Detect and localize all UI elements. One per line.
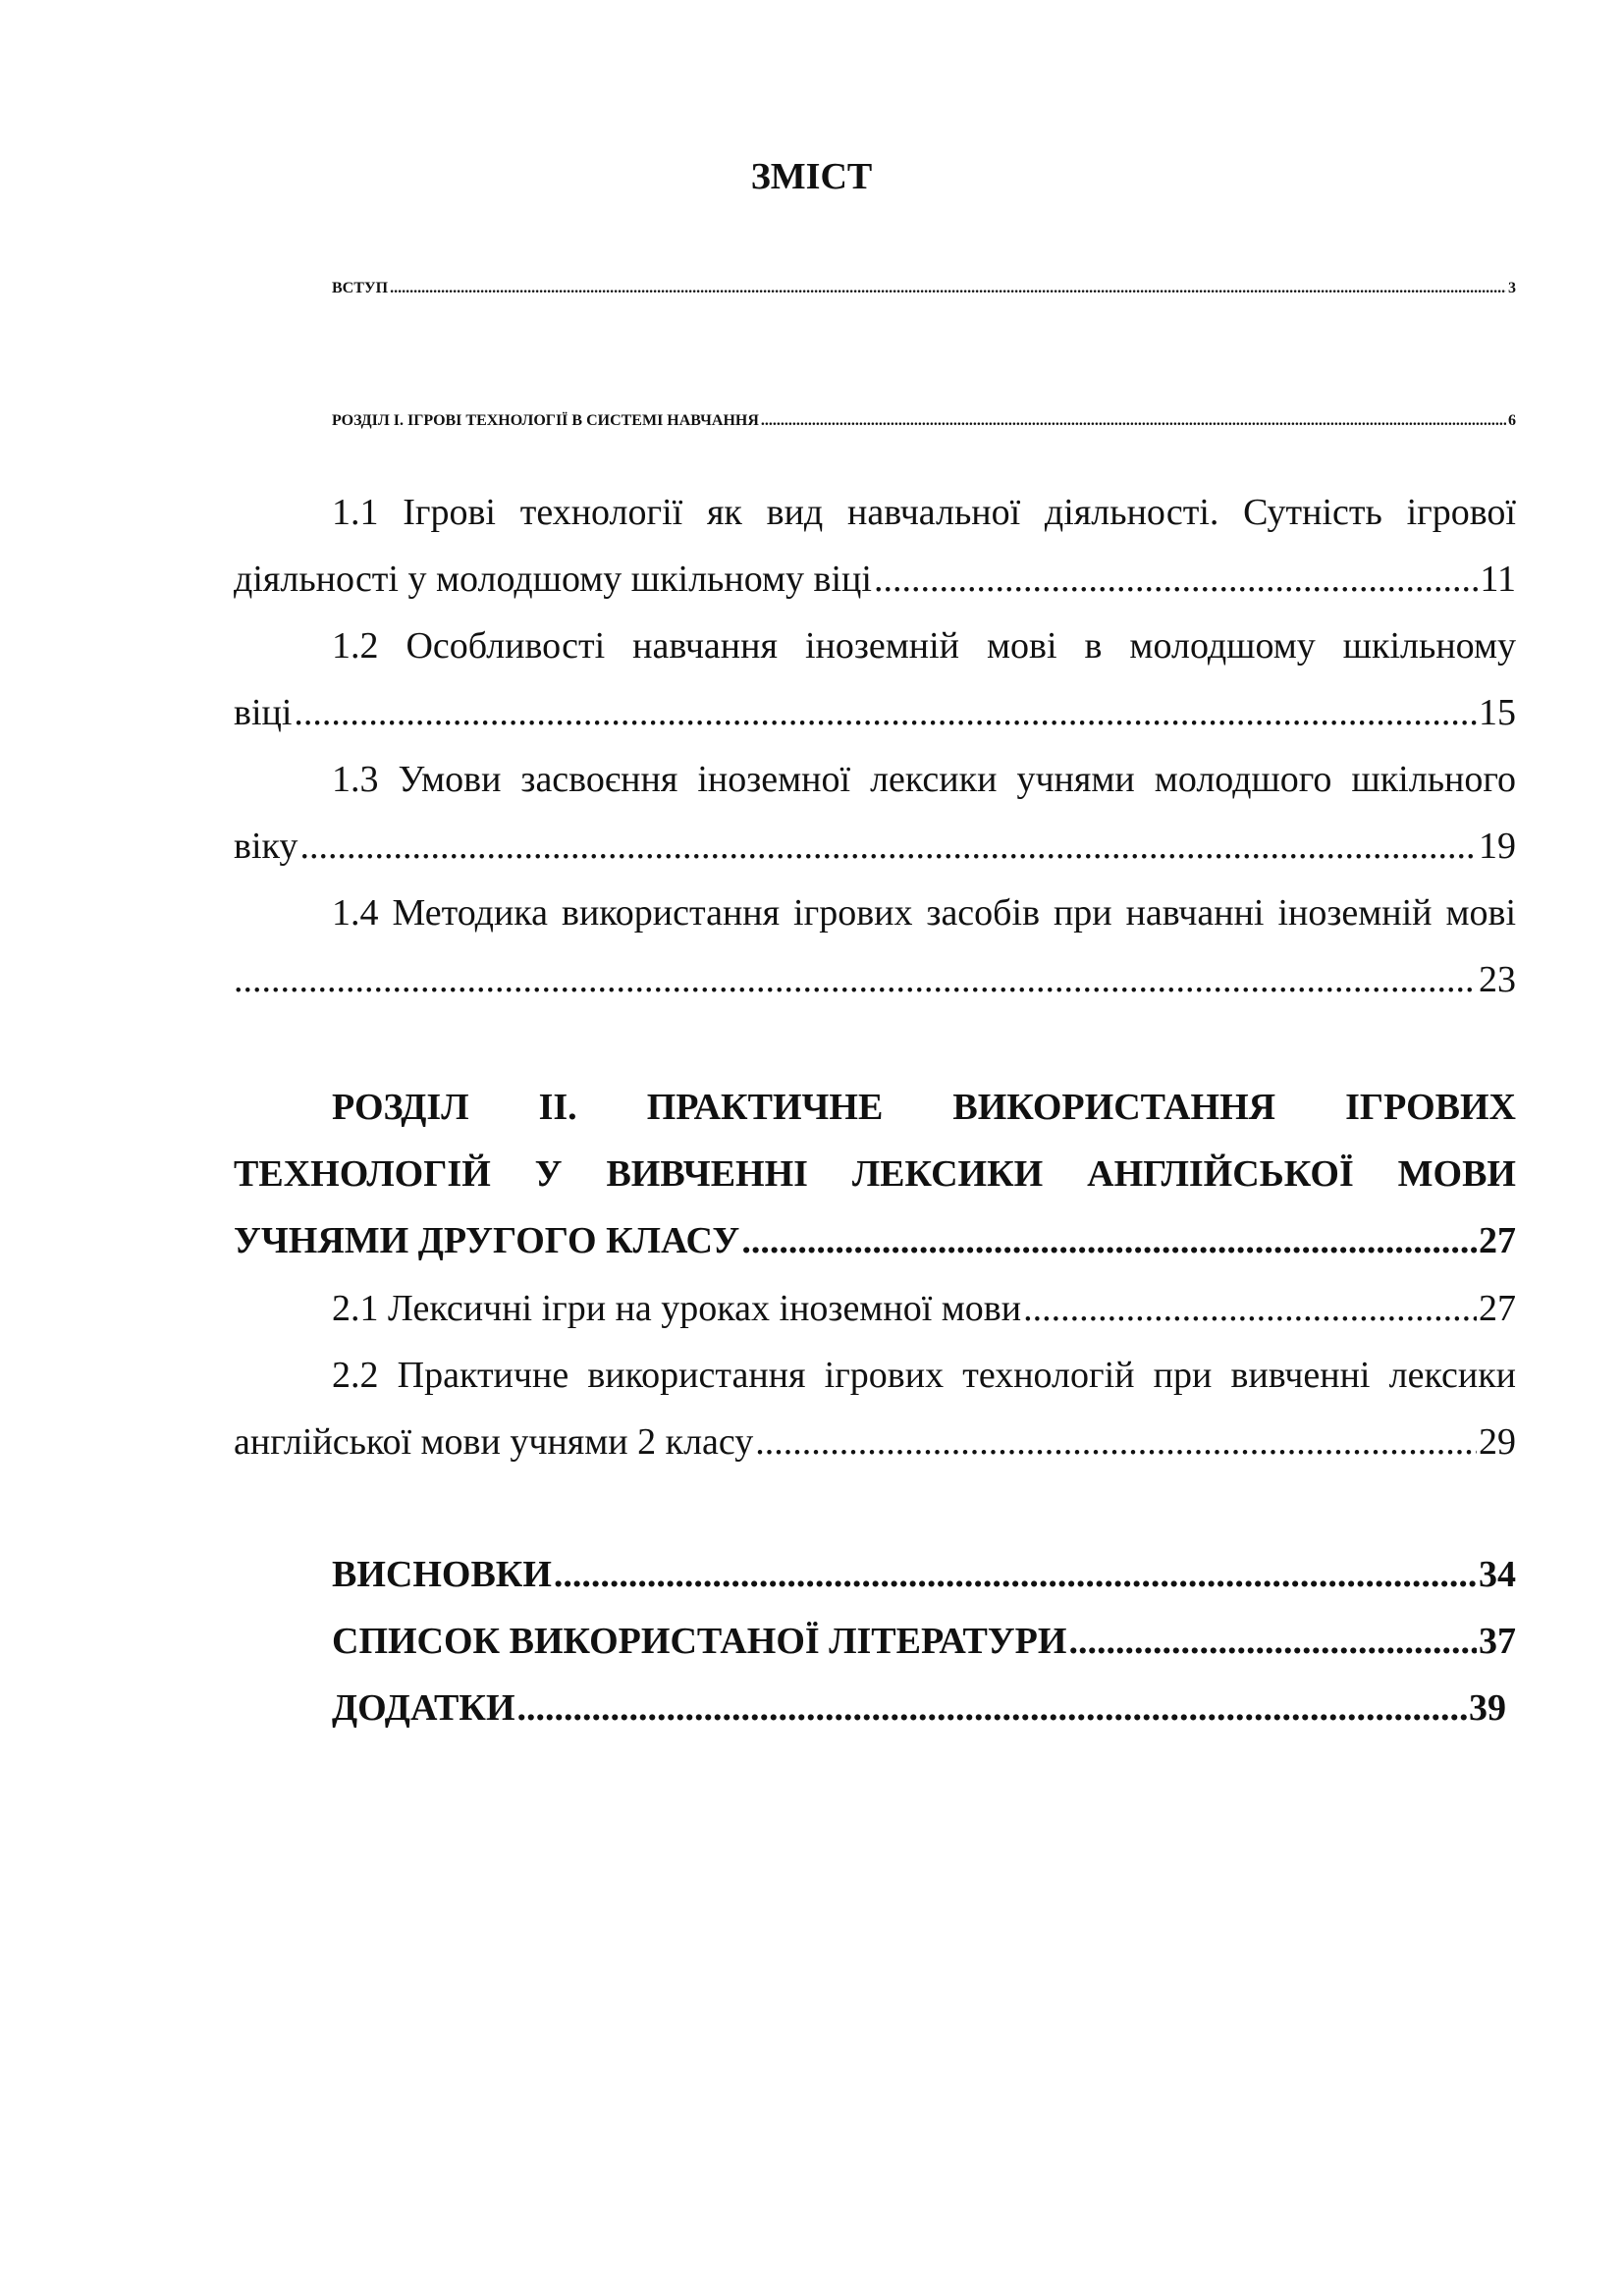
dot-leader (874, 546, 1478, 613)
toc-entry-line (234, 813, 1516, 880)
toc-entry-page: 23 (1479, 959, 1516, 1000)
dot-leader (299, 813, 1477, 880)
toc-entry-line: 1.1 Ігрові технології як вид навчальної діяльності. Сутність ігрової (332, 492, 1516, 533)
toc-entry-line: 1.4 Методика використання ігрових засобів при навчанні іноземній мові (332, 892, 1516, 934)
toc-entry-intro (332, 280, 1516, 297)
toc-entry-line: РОЗДІЛ ІІ. ПРАКТИЧНЕ ВИКОРИСТАННЯ ІГРОВИХ (332, 1087, 1516, 1128)
toc-entry-line: ТЕХНОЛОГІЙ У ВИВЧЕННІ ЛЕКСИКИ АНГЛІЙСЬКОЇ МОВИ (234, 1153, 1516, 1195)
dot-leader (517, 1675, 1467, 1741)
toc-entry-label: віці (234, 692, 293, 733)
toc-entry-page: 37 (1479, 1621, 1516, 1662)
toc-entry-label: ДОДАТКИ (332, 1687, 515, 1729)
toc-entry-label: англійської мови учнями 2 класу (234, 1421, 754, 1463)
toc-entry-label: віку (234, 826, 298, 867)
dot-leader (1068, 1608, 1477, 1675)
toc-entry-label: ВСТУП (332, 280, 389, 296)
toc-entry-references (332, 1608, 1516, 1675)
toc-entry-line (234, 679, 1516, 746)
toc-entry-page: 15 (1479, 692, 1516, 733)
toc-entry-appendices (332, 1675, 1506, 1741)
toc-entry-page: 34 (1479, 1554, 1516, 1595)
toc-entry-page: 27 (1479, 1220, 1516, 1261)
dot-leader (390, 280, 1506, 297)
toc-entry-conclusions (332, 1541, 1516, 1608)
toc-entry-line (234, 1409, 1516, 1475)
toc-entry-line: 2.2 Практичне використання ігрових технологій при вивченні лексики (332, 1355, 1516, 1396)
toc-entry-line (234, 1207, 1516, 1274)
toc-entry-1-4 (234, 880, 1516, 1013)
toc-entry-label: УЧНЯМИ ДРУГОГО КЛАСУ (234, 1220, 740, 1261)
toc-entry-section1 (332, 412, 1516, 430)
toc-entry-line: 1.3 Умови засвоєння іноземної лексики учнями молодшого шкільного (332, 759, 1516, 800)
dot-leader (741, 1207, 1477, 1274)
dot-leader (294, 679, 1477, 746)
toc-entry-label: ВИСНОВКИ (332, 1554, 552, 1595)
toc-entry-page: 11 (1480, 559, 1516, 600)
toc-entry-label: РОЗДІЛ І. ІГРОВІ ТЕХНОЛОГІЇ В СИСТЕМІ НАВЧАННЯ (332, 412, 759, 429)
dot-leader (1023, 1275, 1477, 1342)
dot-leader (755, 1409, 1477, 1475)
toc-entry-1-3 (234, 746, 1516, 880)
toc-entry-label: діяльності у молодшому шкільному віці (234, 559, 872, 600)
toc-entry-section2 (234, 1074, 1516, 1274)
toc-entry-2-2 (234, 1342, 1516, 1475)
toc-entry-page: 27 (1479, 1288, 1516, 1329)
toc-entry-label: 2.1 Лексичні ігри на уроках іноземної мови (332, 1288, 1022, 1329)
dot-leader (234, 946, 1477, 1013)
toc-entry-page: 3 (1508, 280, 1516, 296)
toc-entry-line: 1.2 Особливості навчання іноземній мові в молодшому шкільному (332, 625, 1516, 667)
toc-entry-2-1 (332, 1275, 1516, 1342)
dot-leader (554, 1541, 1477, 1608)
toc-entry-line (234, 946, 1516, 1013)
toc-entry-page: 29 (1479, 1421, 1516, 1463)
toc-entry-line (234, 546, 1516, 613)
dot-leader (761, 412, 1506, 430)
toc-entry-1-2 (234, 613, 1516, 746)
toc-entry-1-1 (234, 479, 1516, 613)
toc-entry-page: 19 (1479, 826, 1516, 867)
toc-entry-page: 6 (1508, 412, 1516, 429)
toc-entry-label: СПИСОК ВИКОРИСТАНОЇ ЛІТЕРАТУРИ (332, 1621, 1067, 1662)
toc-title: ЗМІСТ (750, 156, 873, 197)
toc-entry-page: 39 (1469, 1687, 1506, 1729)
